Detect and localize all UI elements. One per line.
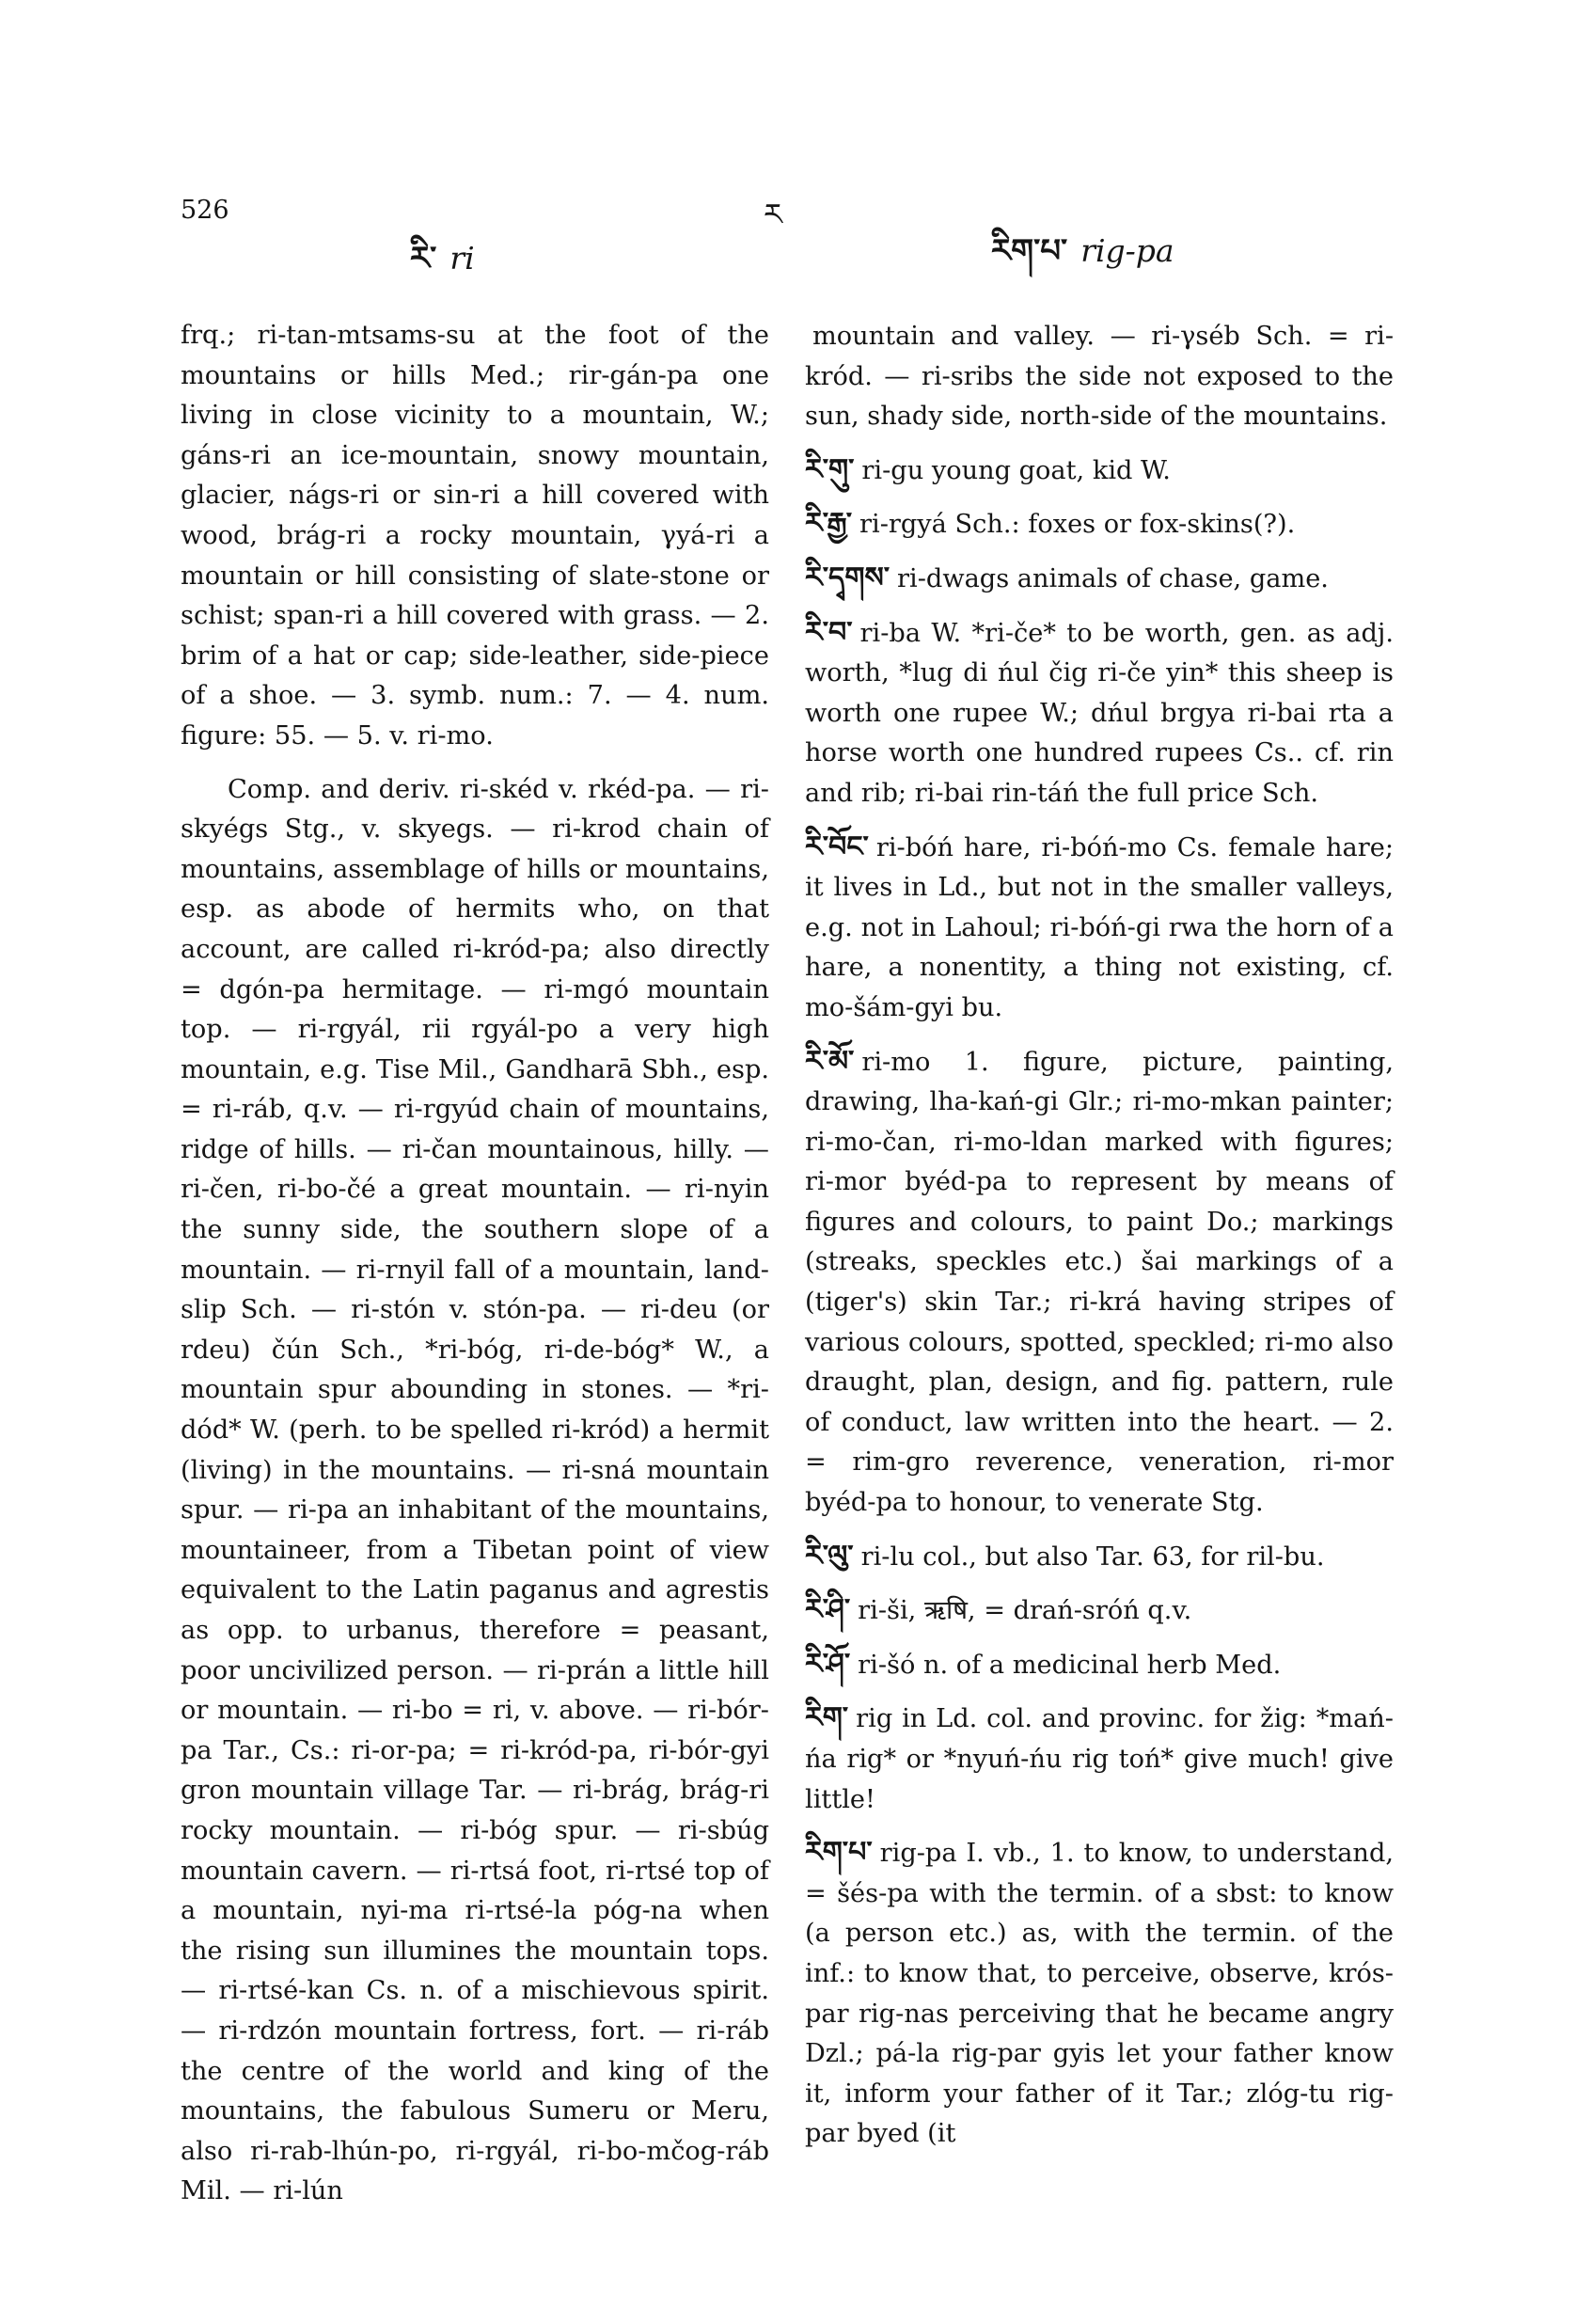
entry-text: ri-gu young goat, kid W. — [861, 455, 1171, 485]
left-paragraph: Comp. and deriv. ri-skéd v. rkéd-pa. — ri-skyégs Stg., v. skyegs. — ri-krod chain of mountains, assemblage of hills or mountains, esp. as abode of hermits who, on that account, are called ri-kród-pa; also directly = dgón-pa hermitage. — ri-mgó mountain top. — ri-rgyál, rii rgyál-po a very high mountain, e.g. Tise Mil., Gandharā Sbh., esp. = ri-ráb, q.v. — ri-rgyúd chain of mountains, ridge of hills. — ri-čan mountainous, hilly. — ri-čen, ri-bo-čé a great mountain. — ri-nyin the sunny side, the southern slope of a mountain. — ri-rnyil fall of a mountain, land-slip Sch. — ri-stón v. stón-pa. — ri-deu (or rdeu) čún Sch., *ri-bóg, ri-de-bóg* W., a mountain spur abounding in stones. — *ri-dód* W. (perh. to be spelled ri-kród) a hermit (living) in the mountains. — ri-sná mountain spur. — ri-pa an inhabitant of the mountains, mountaineer, from a Tibetan point of view equivalent to the Latin paganus and agrestis as opp. to urbanus, therefore = peasant, poor uncivilized person. — ri-prán a little hill or mountain. — ri-bo = ri, v. above. — ri-bór-pa Tar., Cs.: ri-or-pa; = ri-kród-pa, ri-bór-gyi gron mountain village Tar. — ri-brág, brág-ri rocky mountain. — ri-bóg spur. — ri-sbúg mountain cavern. — ri-rtsá foot, ri-rtsé top of a mountain, nyi-ma ri-rtsé-la póg-na when the rising sun illumines the mountain tops. — ri-rtsé-kan Cs. n. of a mischievous spirit. — ri-rdzón mountain fortress, fort. — ri-ráb the centre of the world and king of the mountains, the fabulous Sumeru or Meru, also ri-rab-lhún-po, ri-rgyál, ri-bo-mčog-ráb Mil. — ri-lún — [181, 774, 769, 2206]
entry-headword-tibetan: རི་བོང་ — [805, 830, 869, 863]
running-header-right — [991, 214, 1174, 305]
entry-headword-tibetan: རིག་པ་ — [805, 1836, 873, 1870]
entry-text: rig in Ld. col. and provinc. for žig: *mań-ńa rig* or *nyuń-ńu rig toń* give much! give little! — [805, 1704, 1394, 1814]
left-column — [181, 316, 769, 2225]
entry-text: ri-šó n. of a medicinal herb Med. — [858, 1650, 1282, 1680]
entry-text: ri-dwags animals of chase, game. — [897, 563, 1329, 593]
dictionary-entry — [805, 1833, 1394, 2155]
entry-headword-tibetan: རི་ཤི་ — [805, 1593, 851, 1627]
entry-headword-tibetan: རི་དྭགས་ — [805, 561, 890, 594]
entry-headword-tibetan: རི་རྒྱ་ — [805, 507, 853, 541]
dictionary-entry — [805, 1699, 1394, 1820]
entry-headword-tibetan: རི་མོ་ — [805, 1044, 855, 1078]
dictionary-entry — [805, 1590, 1394, 1632]
entry-text: mountain and valley. — ri-γséb Sch. = ri-kród. — ri-sribs the side not exposed to the sun, shady side, north-side of the mountains. — [805, 322, 1394, 432]
entry-text: ri-ba W. *ri-če* to be worth, gen. as adj. worth, *lug di ńul čig ri-če yin* this sheep is worth one rupee W.; dńul brgya ri-bai rta a horse worth one hundred rupees Cs.. cf. rin and rib; ri-bai rin-táń the full price Sch. — [805, 618, 1394, 808]
entry-headword-tibetan: རི་ཤོ་ — [805, 1647, 851, 1681]
dictionary-entry — [805, 559, 1394, 600]
header-right-tibetan: རིག་པ་ — [991, 232, 1068, 270]
section-mark: ར — [764, 197, 782, 232]
entry-text: ri-bóń hare, ri-bóń-mo Cs. female hare; it lives in Ld., but not in the smaller valleys, e.g. not in Lahoul; ri-bóń-gi rwa the horn of a hare, a nonentity, a thing not existing, cf. mo-šám-gyi bu. — [805, 832, 1394, 1022]
header-right-latin: rig-pa — [1080, 232, 1174, 269]
entry-headword-tibetan: རི་གུ་ — [805, 452, 855, 486]
dictionary-entry — [805, 828, 1394, 1029]
entry-text: ri-rgyá Sch.: foxes or fox-skins(?). — [859, 510, 1296, 540]
dictionary-entry — [805, 613, 1394, 814]
entry-text: ri-ši, ऋषि, = drań-sróń q.v. — [858, 1596, 1192, 1626]
right-column — [805, 316, 1394, 2168]
entry-headword-tibetan: རིག་ — [805, 1701, 849, 1735]
dictionary-entry — [805, 1042, 1394, 1524]
entry-headword-tibetan: རི་ལུ་ — [805, 1539, 854, 1573]
dictionary-entry — [805, 316, 1394, 437]
left-paragraph: frq.; ri-tan-mtsams-su at the foot of the mountains or hills Med.; rir-gán-pa one living in close vicinity to a mountain, W.; gáns-ri an ice-mountain, snowy mountain, glacier, nágs-ri or sin-ri a hill covered with wood, brág-ri a rocky mountain, γyá-ri a mountain or hill consisting of slate-stone or schist; span-ri a hill covered with grass. — 2. brim of a hat or cap; side-leather, side-piece of a shoe. — 3. symb. num.: 7. — 4. num. figure: 55. — 5. v. ri-mo. — [181, 321, 769, 751]
entry-text: ri-lu col., but also Tar. 63, for ril-bu. — [860, 1541, 1325, 1572]
dictionary-entry — [805, 1537, 1394, 1578]
header-left-latin: ri — [449, 240, 475, 277]
page-number: 526 — [181, 196, 229, 225]
dictionary-entry — [805, 451, 1394, 492]
dictionary-entry — [805, 504, 1394, 545]
entry-text: ri-mo 1. figure, picture, painting, drawing, lha-kań-gi Glr.; ri-mo-mkan painter; ri-mo-čan, ri-mo-ldan marked with figures; ri-mor byéd-pa to represent by means of figures and colours, to paint Do.; markings (streaks, speckles etc.) šai markings of a (tiger's) skin Tar.; ri-krá having stripes of various colours, spotted, speckled; ri-mo also draught, plan, design, and fig. pattern, rule of conduct, law written into the heart. — 2. = rim-gro reverence, veneration, ri-mor byéd-pa to honour, to venerate Stg. — [805, 1047, 1394, 1518]
running-header-left — [410, 222, 475, 312]
entry-headword-tibetan: རི་བ་ — [805, 615, 853, 649]
entry-text: rig-pa I. vb., 1. to know, to understand, = šés-pa with the termin. of a sbst: to know (a person etc.) as, with the termin. of the inf.: to know that, to perceive, observe, krós-par rig-nas perceiving that he became angry Dzl.; pá-la rig-par gyis let your father know it, inform your father of it Tar.; zlóg-tu rig-par byed (it — [805, 1839, 1394, 2149]
dictionary-entry — [805, 1645, 1394, 1686]
header-left-tibetan: རི་ — [410, 240, 437, 277]
